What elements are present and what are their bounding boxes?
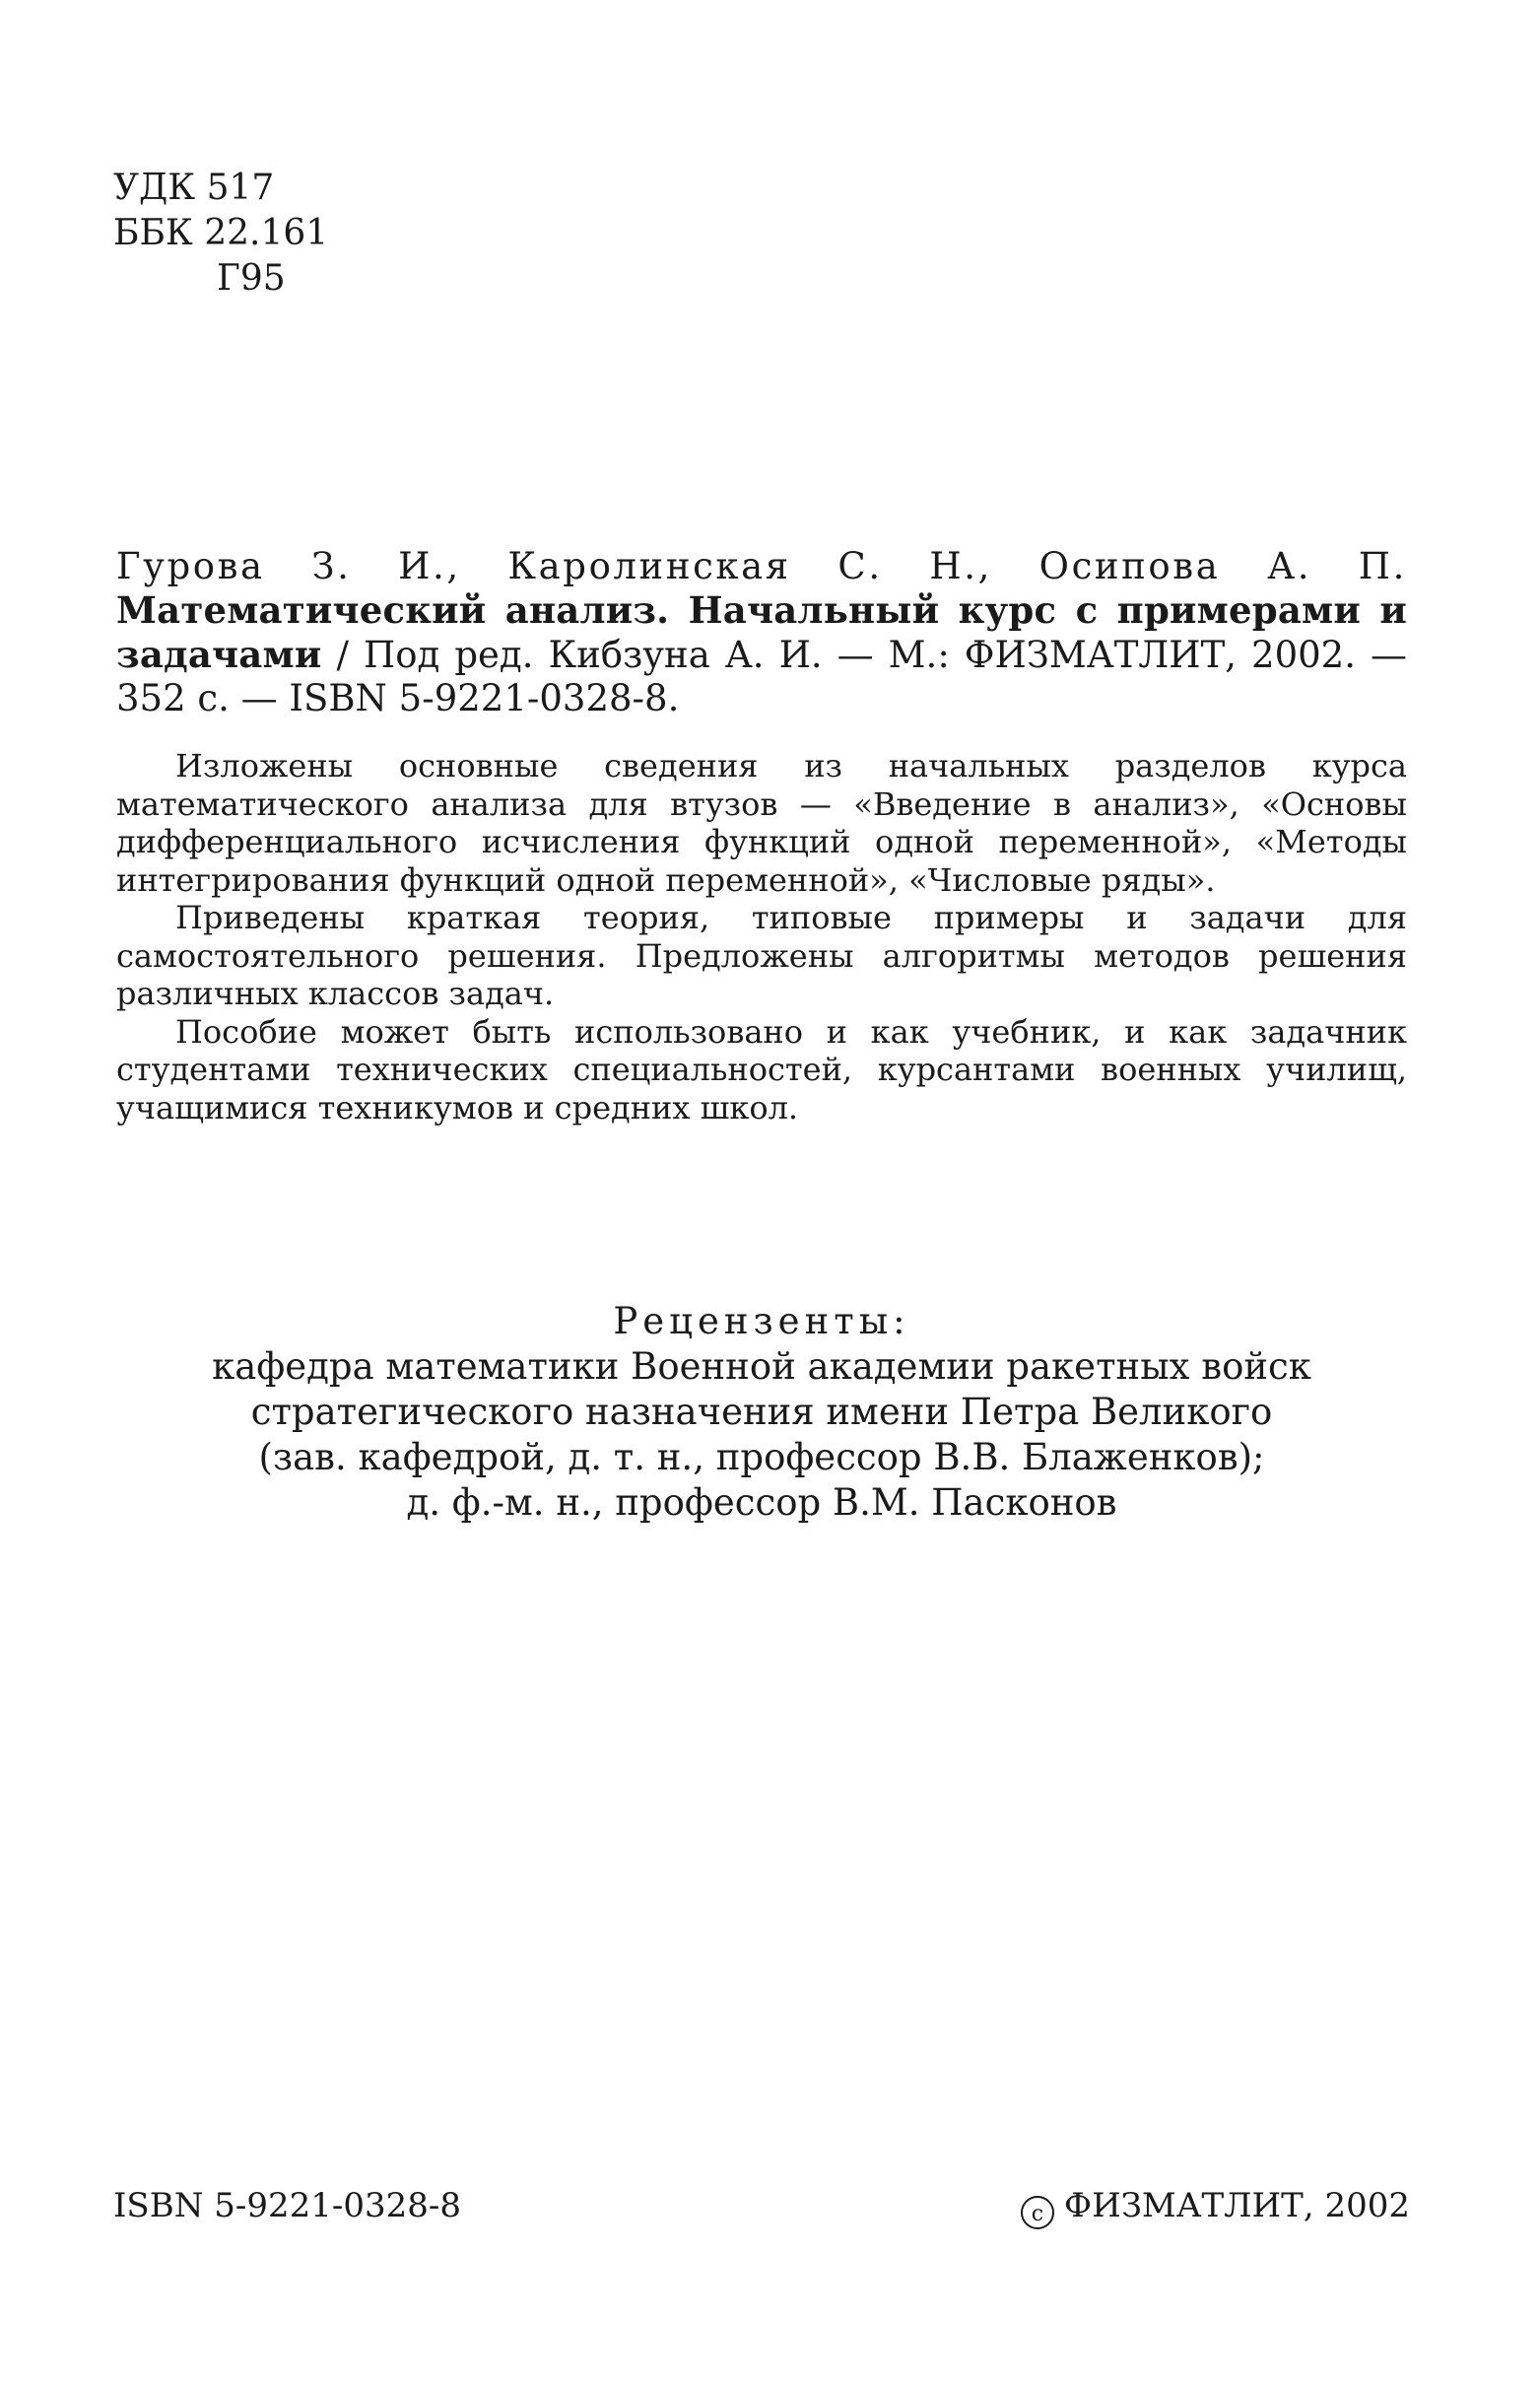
annotation-paragraph: Пособие может быть использовано и как учебник, и как задачник студентами технических специальностей, курсантами военных училищ, учащимися техникумов и средних школ. xyxy=(116,1012,1407,1126)
title-separator: / xyxy=(321,634,364,676)
book-title: Математический анализ. Начальный курс с примерами и задачами xyxy=(116,588,1407,676)
reviewer-line: кафедра математики Военной академии ракетных войск xyxy=(212,1345,1311,1388)
annotation-paragraph: Изложены основные сведения из начальных разделов курса математического анализа для втузов — «Введение в анализ», «Основы дифференциального исчисления функций одной переменной», «Методы интегрирования функций одной переменной», «Числовые ряды». xyxy=(116,747,1407,899)
footer-isbn: ISBN 5-9221-0328-8 xyxy=(113,2186,462,2225)
bibliographic-record xyxy=(116,545,1407,720)
bbk-code: ББК 22.161 xyxy=(113,213,329,253)
reviewers-block xyxy=(116,1299,1407,1526)
author-mark: Г95 xyxy=(217,258,286,299)
classification-block xyxy=(113,166,328,302)
reviewer-line: (зав. кафедрой, д. т. н., профессор В.В. Блаженков); xyxy=(258,1436,1265,1478)
reviewers-heading: Рецензенты: xyxy=(613,1300,910,1342)
copyright-holder: ФИЗМАТЛИТ, 2002 xyxy=(1063,2186,1410,2225)
udk-code: УДК 517 xyxy=(113,168,275,208)
authors: Гурова З. И., Каролинская С. Н., Осипова А. П. xyxy=(116,545,1407,587)
copyright-icon: c xyxy=(1021,2196,1054,2229)
reviewer-line: д. ф.-м. н., профессор В.М. Пасконов xyxy=(406,1481,1117,1524)
reviewer-line: стратегического назначения имени Петра Великого xyxy=(250,1391,1273,1433)
publication-details: Под ред. Кибзуна А. И. — М.: ФИЗМАТЛИТ, 2002. — 352 с. — ISBN 5-9221-0328-8. xyxy=(116,634,1407,719)
annotation xyxy=(116,747,1407,1126)
annotation-paragraph: Приведены краткая теория, типовые примеры и задачи для самостоятельного решения. Предложены алгоритмы методов решения различных классов задач. xyxy=(116,899,1407,1012)
footer-copyright xyxy=(1021,2186,1410,2229)
